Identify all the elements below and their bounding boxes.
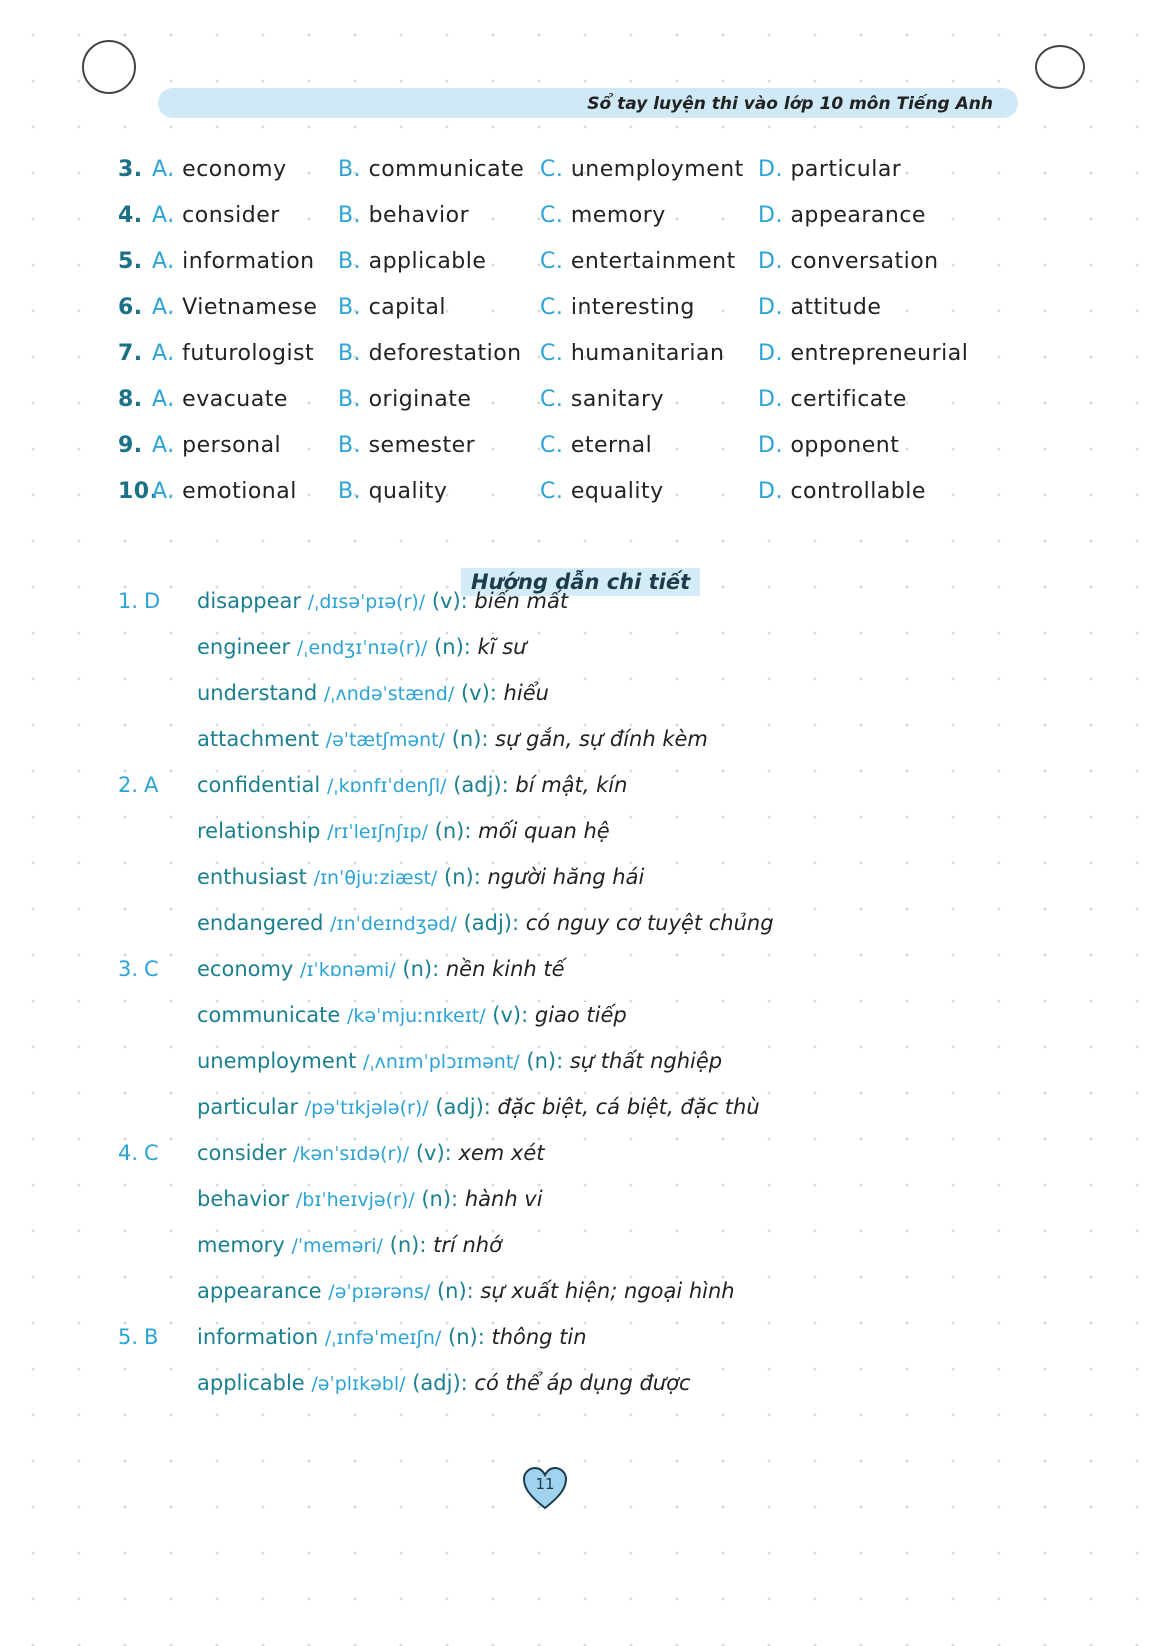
option-d	[758, 295, 881, 320]
option-letter: C.	[540, 203, 564, 228]
part-of-speech: (v):	[492, 1003, 529, 1027]
question-number: 3.	[118, 157, 143, 182]
page-number: 11	[535, 1475, 555, 1493]
vocab-word: applicable	[197, 1371, 305, 1395]
vocab-word: behavior	[197, 1187, 290, 1211]
option-word: memory	[570, 203, 666, 228]
option-letter: C.	[540, 387, 564, 412]
meaning: kĩ sư	[477, 635, 527, 659]
question-number: 5.	[118, 249, 143, 274]
question-number: 4.	[118, 203, 143, 228]
option-letter: A.	[152, 479, 175, 504]
option-d	[758, 341, 968, 366]
vocab-word: particular	[197, 1095, 299, 1119]
option-letter: C.	[540, 295, 564, 320]
ipa: /ˌʌndəˈstænd/	[323, 683, 455, 705]
option-c	[540, 433, 652, 458]
option-letter: D.	[758, 479, 783, 504]
meaning: thông tin	[491, 1325, 587, 1349]
option-letter: B.	[338, 341, 362, 366]
part-of-speech: (adj):	[435, 1095, 491, 1119]
mascot-icon	[1035, 45, 1085, 89]
part-of-speech: (v):	[415, 1141, 452, 1165]
option-letter: A.	[152, 203, 175, 228]
part-of-speech: (adj):	[453, 773, 509, 797]
option-word: humanitarian	[570, 341, 725, 366]
ipa: /əˈtætʃmənt/	[325, 729, 446, 751]
meaning: sự gắn, sự đính kèm	[495, 727, 708, 751]
option-b	[338, 295, 446, 320]
option-a	[152, 341, 314, 366]
option-letter: B.	[338, 249, 362, 274]
meaning: biến mất	[474, 589, 569, 613]
part-of-speech: (n):	[444, 865, 481, 889]
question-number: 6.	[118, 295, 143, 320]
vocab-word: understand	[197, 681, 318, 705]
option-letter: A.	[152, 249, 175, 274]
ipa: /ɪnˈθjuːziæst/	[313, 867, 438, 889]
option-b	[338, 341, 522, 366]
option-letter: C.	[540, 249, 564, 274]
ipa: /ˌʌnɪmˈplɔɪmənt/	[363, 1051, 520, 1073]
vocab-word: enthusiast	[197, 865, 307, 889]
option-word: particular	[790, 157, 902, 182]
part-of-speech: (v):	[431, 589, 468, 613]
option-c	[540, 341, 724, 366]
vocab-word: attachment	[197, 727, 319, 751]
vocab-word: communicate	[197, 1003, 341, 1027]
option-b	[338, 157, 524, 182]
option-letter: C.	[540, 341, 564, 366]
option-a	[152, 479, 297, 504]
option-c	[540, 157, 744, 182]
option-word: appearance	[790, 203, 926, 228]
answer-key: 5. B	[118, 1325, 159, 1349]
question-number: 8.	[118, 387, 143, 412]
part-of-speech: (n):	[434, 635, 471, 659]
option-word: economy	[182, 157, 287, 182]
option-word: futurologist	[182, 341, 315, 366]
ipa: /ˈmeməri/	[291, 1235, 383, 1257]
option-letter: C.	[540, 157, 564, 182]
part-of-speech: (adj):	[463, 911, 520, 935]
option-word: Vietnamese	[182, 295, 318, 320]
option-word: evacuate	[182, 387, 288, 412]
ipa: /əˈplɪkəbl/	[311, 1373, 406, 1395]
option-word: behavior	[368, 203, 470, 228]
mascot-icon	[82, 40, 136, 94]
part-of-speech: (adj):	[412, 1371, 468, 1395]
ipa: /ˌɪnfəˈmeɪʃn/	[324, 1327, 442, 1349]
option-c	[540, 479, 664, 504]
meaning: nền kinh tế	[445, 957, 565, 981]
vocab-word: economy	[197, 957, 294, 981]
option-letter: B.	[338, 387, 362, 412]
meaning: có nguy cơ tuyệt chủng	[525, 911, 774, 935]
option-word: sanitary	[570, 387, 665, 412]
option-a	[152, 203, 280, 228]
meaning: sự xuất hiện; ngoại hình	[480, 1279, 735, 1303]
ipa: /ˌkɒnfɪˈdenʃl/	[326, 775, 447, 797]
ipa: /əˈpɪərəns/	[328, 1281, 431, 1303]
option-letter: A.	[152, 433, 175, 458]
option-letter: D.	[758, 433, 783, 458]
ipa: /ɪˈkɒnəmi/	[300, 959, 396, 981]
option-word: unemployment	[570, 157, 744, 182]
option-b	[338, 203, 469, 228]
answer-key: 3. C	[118, 957, 159, 981]
option-letter: B.	[338, 295, 362, 320]
option-letter: A.	[152, 157, 175, 182]
option-word: applicable	[368, 249, 487, 274]
option-a	[152, 157, 287, 182]
option-letter: D.	[758, 157, 783, 182]
part-of-speech: (n):	[402, 957, 440, 981]
option-letter: C.	[540, 479, 564, 504]
option-a	[152, 249, 315, 274]
ipa: /kənˈsɪdə(r)/	[293, 1143, 410, 1165]
meaning: hiểu	[503, 681, 549, 705]
part-of-speech: (n):	[389, 1233, 427, 1257]
question-number: 7.	[118, 341, 143, 366]
vocab-word: appearance	[197, 1279, 322, 1303]
option-c	[540, 249, 736, 274]
option-d	[758, 203, 926, 228]
option-word: equality	[570, 479, 664, 504]
option-letter: A.	[152, 387, 175, 412]
option-d	[758, 157, 901, 182]
option-word: originate	[368, 387, 472, 412]
option-word: entrepreneurial	[790, 341, 969, 366]
ipa: /ˌendʒɪˈnɪə(r)/	[296, 637, 428, 659]
option-letter: A.	[152, 295, 175, 320]
option-word: opponent	[790, 433, 900, 458]
ipa: /pəˈtɪkjələ(r)/	[304, 1097, 429, 1119]
part-of-speech: (n):	[434, 819, 472, 843]
option-d	[758, 433, 899, 458]
option-c	[540, 203, 666, 228]
option-word: controllable	[790, 479, 926, 504]
vocab-word: endangered	[197, 911, 324, 935]
vocab-word: disappear	[197, 589, 302, 613]
option-letter: B.	[338, 157, 362, 182]
option-word: conversation	[790, 249, 939, 274]
question-number: 9.	[118, 433, 143, 458]
option-a	[152, 387, 288, 412]
option-word: semester	[368, 433, 476, 458]
meaning: trí nhớ	[433, 1233, 502, 1257]
option-letter: B.	[338, 479, 362, 504]
meaning: mối quan hệ	[478, 819, 610, 843]
option-a	[152, 295, 317, 320]
option-letter: D.	[758, 341, 783, 366]
option-b	[338, 433, 475, 458]
option-letter: D.	[758, 387, 783, 412]
answer-key: 1. D	[118, 589, 161, 613]
part-of-speech: (n):	[421, 1187, 459, 1211]
option-b	[338, 479, 447, 504]
option-b	[338, 387, 471, 412]
book-title: Sổ tay luyện thi vào lớp 10 môn Tiếng Anh	[587, 94, 993, 114]
ipa: /rɪˈleɪʃnʃɪp/	[327, 821, 428, 843]
option-word: entertainment	[570, 249, 736, 274]
meaning: người hăng hái	[487, 865, 645, 889]
ipa: /ɪnˈdeɪndʒəd/	[330, 913, 457, 935]
option-letter: D.	[758, 249, 783, 274]
vocab-word: consider	[197, 1141, 287, 1165]
option-letter: B.	[338, 433, 362, 458]
meaning: hành vi	[464, 1187, 543, 1211]
vocab-word: confidential	[197, 773, 321, 797]
meaning: sự thất nghiệp	[569, 1049, 723, 1073]
option-letter: D.	[758, 295, 783, 320]
ipa: /kəˈmjuːnɪkeɪt/	[347, 1005, 486, 1027]
part-of-speech: (n):	[436, 1279, 474, 1303]
option-word: information	[182, 249, 315, 274]
option-word: emotional	[182, 479, 297, 504]
section-title: Hướng dẫn chi tiết	[461, 568, 700, 596]
vocab-word: relationship	[197, 819, 321, 843]
option-b	[338, 249, 486, 274]
option-word: communicate	[368, 157, 525, 182]
option-word: attitude	[790, 295, 882, 320]
part-of-speech: (n):	[451, 727, 489, 751]
option-letter: B.	[338, 203, 362, 228]
vocab-word: engineer	[197, 635, 291, 659]
answer-key: 2. A	[118, 773, 159, 797]
option-d	[758, 479, 926, 504]
option-c	[540, 387, 664, 412]
ipa: /bɪˈheɪvjə(r)/	[295, 1189, 415, 1211]
vocab-word: memory	[197, 1233, 285, 1257]
question-number: 10.	[118, 479, 159, 504]
option-letter: D.	[758, 203, 783, 228]
part-of-speech: (n):	[448, 1325, 485, 1349]
option-word: capital	[368, 295, 446, 320]
meaning: có thể áp dụng được	[474, 1371, 691, 1395]
option-word: eternal	[570, 433, 653, 458]
option-word: deforestation	[368, 341, 522, 366]
option-d	[758, 387, 907, 412]
option-c	[540, 295, 695, 320]
part-of-speech: (v):	[460, 681, 497, 705]
meaning: giao tiếp	[534, 1003, 627, 1027]
option-word: consider	[182, 203, 280, 228]
ipa: /ˌdɪsəˈpɪə(r)/	[307, 591, 426, 613]
answer-key: 4. C	[118, 1141, 159, 1165]
part-of-speech: (n):	[526, 1049, 564, 1073]
meaning: bí mật, kín	[515, 773, 628, 797]
meaning: xem xét	[458, 1141, 545, 1165]
option-word: quality	[368, 479, 448, 504]
option-d	[758, 249, 939, 274]
option-word: certificate	[790, 387, 907, 412]
option-letter: A.	[152, 341, 175, 366]
meaning: đặc biệt, cá biệt, đặc thù	[497, 1095, 760, 1119]
option-a	[152, 433, 281, 458]
option-letter: C.	[540, 433, 564, 458]
option-word: personal	[182, 433, 282, 458]
option-word: interesting	[570, 295, 695, 320]
vocab-word: unemployment	[197, 1049, 357, 1073]
vocab-word: information	[197, 1325, 319, 1349]
